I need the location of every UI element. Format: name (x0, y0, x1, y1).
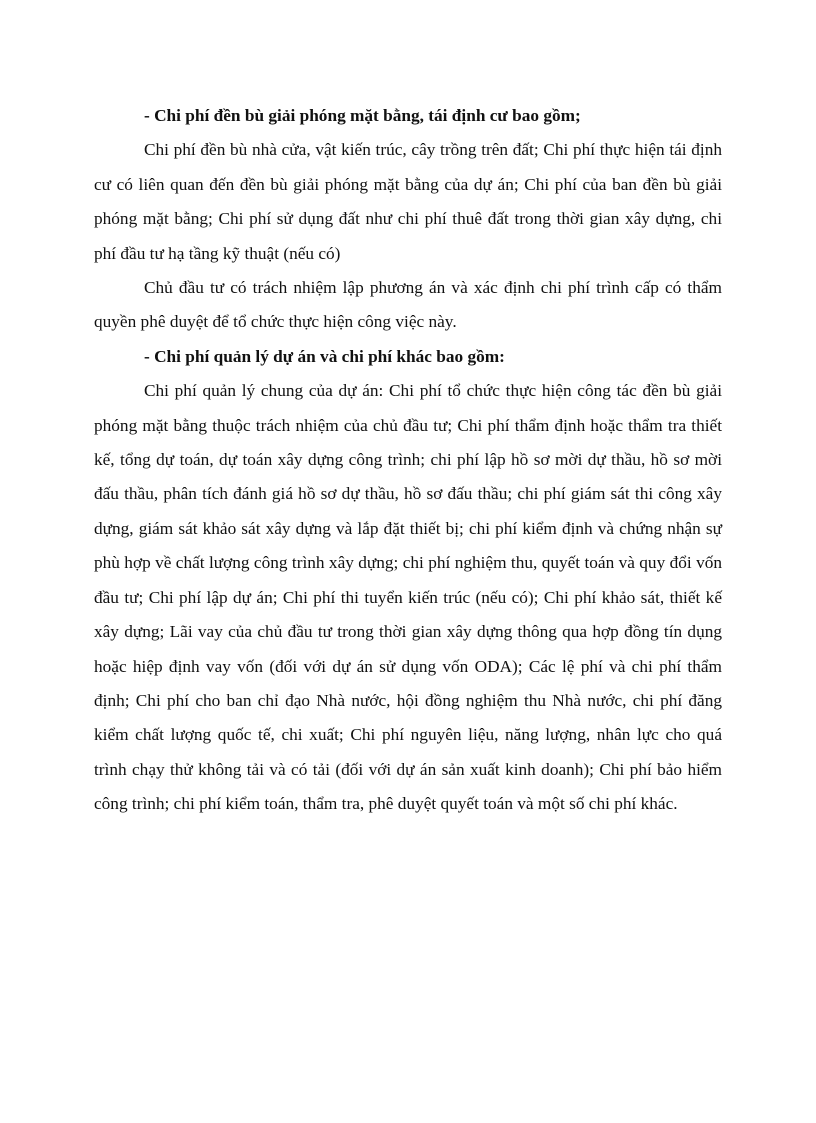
paragraph-management-costs: Chi phí quản lý chung của dự án: Chi phí tổ chức thực hiện công tác đền bù giải phóng mặt bằng thuộc trách nhiệm của chủ đầu tư; Chi phí thẩm định hoặc thẩm tra thiết kế, tổng dự toán, dự toán xây dựng công trình; chi phí lập hồ sơ mời dự thầu, hồ sơ mời đấu thầu, phân tích đánh giá hồ sơ dự thầu, hồ sơ đấu thầu; chi phí giám sát thi công xây dựng, giám sát khảo sát xây dựng và lắp đặt thiết bị; chi phí kiểm định và chứng nhận sự phù hợp về chất lượng công trình xây dựng; chi phí nghiệm thu, quyết toán và quy đổi vốn đầu tư; Chi phí lập dự án; Chi phí thi tuyển kiến trúc (nếu có); Chi phí khảo sát, thiết kế xây dựng; Lãi vay của chủ đầu tư trong thời gian xây dựng thông qua hợp đồng tín dụng hoặc hiệp định vay vốn (đối với dự án sử dụng vốn ODA); Các lệ phí và chi phí thẩm định; Chi phí cho ban chỉ đạo Nhà nước, hội đồng nghiệm thu Nhà nước, chi phí đăng kiểm chất lượng quốc tế, chi xuất; Chi phí nguyên liệu, năng lượng, nhân lực cho quá trình chạy thử không tải và có tải (đối với dự án sản xuất kinh doanh); Chi phí bảo hiểm công trình; chi phí kiểm toán, thẩm tra, phê duyệt quyết toán và một số chi phí khác. (94, 381, 722, 814)
section-heading-management: - Chi phí quản lý dự án và chi phí khác bao gồm: (144, 346, 505, 366)
paragraph-compensation-costs: Chi phí đền bù nhà cửa, vật kiến trúc, cây trồng trên đất; Chi phí thực hiện tái định cư có liên quan đến đền bù giải phóng mặt bằng của dự án; Chi phí của ban đền bù giải phóng mặt bằng; Chi phí sử dụng đất như chi phí thuê đất trong thời gian xây dựng, chi phí đầu tư hạ tầng kỹ thuật (nếu có) (94, 140, 722, 263)
section-heading-compensation: - Chi phí đền bù giải phóng mặt bằng, tái định cư bao gồm; (144, 106, 581, 125)
paragraph-investor-responsibility: Chủ đầu tư có trách nhiệm lập phương án và xác định chi phí trình cấp có thẩm quyền phê duyệt để tổ chức thực hiện công việc này. (94, 278, 722, 332)
document-body (94, 99, 722, 822)
